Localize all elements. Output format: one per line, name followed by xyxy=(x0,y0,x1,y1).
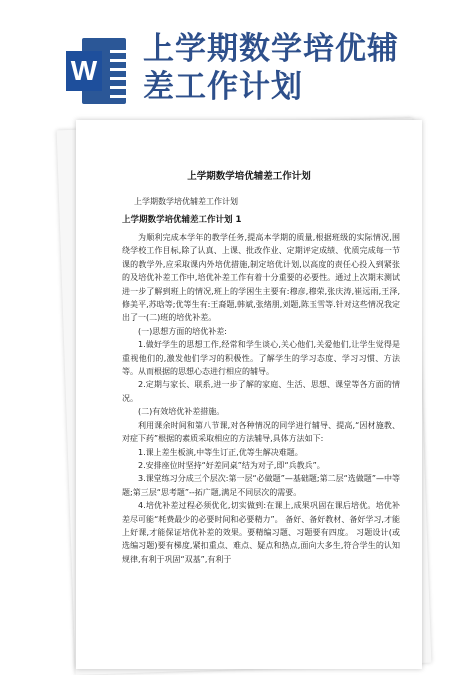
document-title: 上学期数学培优辅差工作计划 xyxy=(187,171,311,182)
document-section-heading: 上学期数学培优辅差工作计划 1 xyxy=(122,215,242,225)
paragraph: (一)思想方面的培优补差: xyxy=(138,326,227,336)
header-banner xyxy=(0,0,474,125)
paragraph: 4.培优补差过程必须优化,切实做到:在课上,成果巩固在课后培优。培优补差尽可能“耗费最少的必要时间和必要精力”。 备好、备好教材、备好学习,才能上好课,才能保证培优补差的效果。要精编习题、习题要有四度。 习题设计(或选编习题)要有梯度,紧扣重点、难点、疑点和热点,面向大多生,符合学生的认知规律,有利于巩固“双基”,有利于 xyxy=(122,501,400,564)
document-subtitle: 上学期数学培优辅差工作计划 xyxy=(134,197,238,206)
paragraph: 为顺利完成本学年的教学任务,提高本学期的质量,根据班级的实际情况,围绕学校工作目标,除了认真、上课、批改作业、定期评定成绩、优质完成每一节课的教学外,应采取课内外培优措施,制定培优计划,以高度的责任心投入到紧张的及培优补差工作中,培优补差工作有着十分重要的必要性。通过上次期末测试进一步了解到班上的情况,班上的学困生主要有:穆彦,穆荣,张庆涛,崔远雨,王泽,修美平,苏晗等;优等生有:王裔题,韩斌,张绪朋,刘题,陈玉雪等.针对这些情况我定出了一(二)班的培优补差。 xyxy=(122,233,400,323)
paragraph: (二)有效培优补差措施。 xyxy=(138,407,225,417)
paragraph: 2.安排座位时坚持“好差同桌”结为对子,即“兵教兵”。 xyxy=(138,460,325,470)
document-body xyxy=(122,231,400,566)
page-title-line2: 差工作计划 xyxy=(143,69,303,105)
paragraph: 1.做好学生的思想工作,经常和学生谈心,关心他们,关爱他们,让学生觉得是重视他们的,激发他们学习的积极性。了解学生的学习态度、学习习惯、方法等。从而根据的思想心态进行相应的辅导。 xyxy=(122,340,400,377)
word-letter-badge: W xyxy=(66,51,102,91)
paragraph: 1.课上差生板演,中等生订正,优等生解决难题。 xyxy=(138,447,303,457)
paragraph: 利用课余时间和第八节课,对各种情况的同学进行辅导、提高,“因材施教、对症下药”根据的素质采取相应的方法辅导,具体方法如下: xyxy=(122,420,400,444)
paragraph: 2.定期与家长、联系,进一步了解的家庭、生活、思想、课堂等各方面的情况。 xyxy=(122,380,400,403)
word-document-icon xyxy=(66,38,128,104)
page-title xyxy=(143,30,463,106)
document-preview xyxy=(76,120,422,669)
page-title-line1: 上学期数学培优辅 xyxy=(143,31,399,67)
paragraph: 3.课堂练习分成三个层次:第一层“必做题”—基础题;第二层“选做题”—中等题;第三层“思考题”--拓广题,满足不同层次的需要。 xyxy=(122,474,400,497)
